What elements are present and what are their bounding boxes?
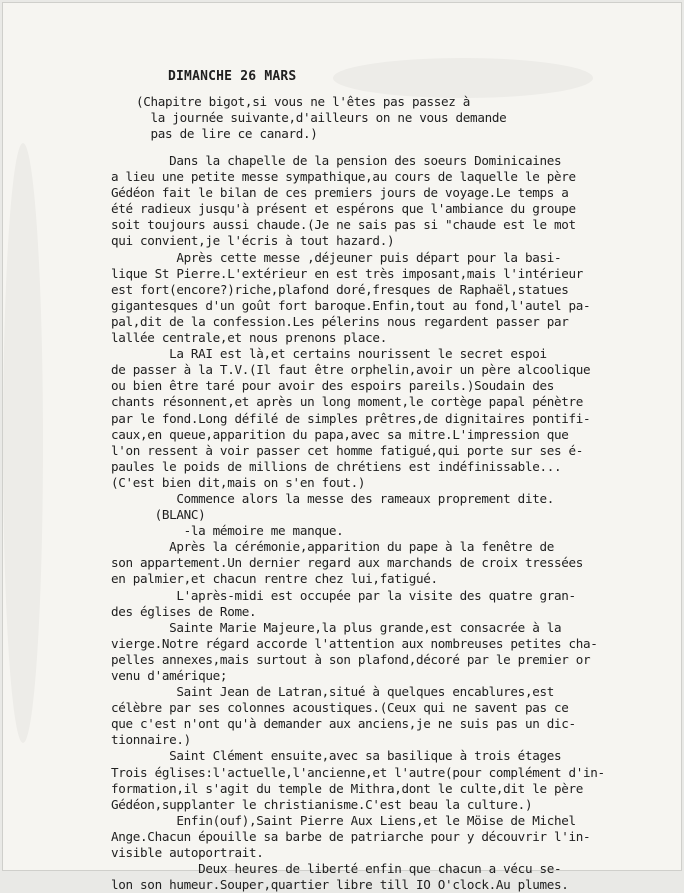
body-line: chants résonnent,et après un long moment,le cortège papal pénètre [111, 394, 584, 410]
body-line: (BLANC) [111, 507, 206, 523]
body-line: ou bien être taré pour avoir des espoirs pareils.)Soudain des [111, 378, 554, 394]
document-body [111, 153, 605, 893]
body-line: célèbre par ses colonnes acoustiques.(Ceux qui ne savent pas ce [111, 700, 569, 716]
body-line: Sainte Marie Majeure,la plus grande,est consacrée à la [111, 619, 562, 635]
body-line: pelles annexes,mais surtout à son plafond,décoré par le premier or [111, 651, 591, 667]
intro-line: pas de lire ce canard.) [136, 126, 318, 142]
body-line: vierge.Notre régard accorde l'attention aux nombreuses petites cha- [111, 635, 598, 651]
body-line: paules le poids de millions de chrétiens est indéfinissable... [111, 458, 562, 474]
body-line: pal,dit de la confession.Les pélerins nous regardent passer par [111, 313, 569, 329]
body-line: en palmier,et chacun rentre chez lui,fatigué. [111, 571, 438, 587]
document-page [2, 2, 682, 893]
body-line: Saint Clément ensuite,avec sa basilique à trois étages [111, 748, 562, 764]
body-line: (C'est bien dit,mais on s'en fout.) [111, 474, 366, 490]
body-line: L'après-midi est occupée par la visite des quatre gran- [111, 587, 576, 603]
body-line: visible autoportrait. [111, 845, 264, 861]
body-line: son appartement.Un dernier regard aux marchands de croix tressées [111, 555, 584, 571]
bleed-through-smudge [333, 58, 593, 98]
body-line: a lieu une petite messe sympathique,au cours de laquelle le père [111, 169, 576, 185]
body-line: formation,il s'agit du temple de Mithra,dont le culte,dit le père [111, 780, 584, 796]
intro-line: (Chapitre bigot,si vous ne l'êtes pas passez à [136, 94, 471, 109]
document-header: DIMANCHE 26 MARS [168, 69, 297, 84]
intro-paragraph [136, 94, 506, 142]
body-line: des églises de Rome. [111, 603, 257, 619]
body-line: La RAI est là,et certains nourissent le secret espoi [111, 346, 547, 362]
body-line: Enfin(ouf),Saint Pierre Aux Liens,et le Möise de Michel [111, 812, 576, 828]
body-line: Dans la chapelle de la pension des soeurs Dominicaines [111, 153, 562, 168]
intro-line: la journée suivante,d'ailleurs on ne vous demande [136, 110, 507, 126]
body-line: caux,en queue,apparition du papa,avec sa mitre.L'impression que [111, 426, 569, 442]
body-line: Deux heures de liberté enfin que chacun a vécu se- [111, 861, 562, 877]
body-line: -la mémoire me manque. [111, 523, 344, 539]
body-line: Gédéon,supplanter le christianisme.C'est beau la culture.) [111, 796, 533, 812]
body-line: Saint Jean de Latran,situé à quelques encablures,est [111, 684, 554, 700]
body-line: par le fond.Long défilé de simples prêtres,de dignitaires pontifi- [111, 410, 591, 426]
body-line: Commence alors la messe des rameaux proprement dite. [111, 490, 554, 506]
body-line: lique St Pierre.L'extérieur en est très imposant,mais l'intérieur [111, 265, 584, 281]
body-line: lallée centrale,et nous prenons place. [111, 330, 387, 346]
body-line: Après cette messe ,déjeuner puis départ pour la basi- [111, 249, 562, 265]
body-line: tionnaire.) [111, 732, 191, 748]
body-line: venu d'amérique; [111, 668, 228, 683]
body-line: Gédéon fait le bilan de ces premiers jours de voyage.Le temps a [111, 185, 569, 201]
body-line: l'on ressent à voir passer cet homme fatigué,qui porte sur ses é- [111, 442, 584, 458]
body-line: Ange.Chacun épouille sa barbe de patriarche pour y découvrir l'in- [111, 828, 591, 844]
body-line: été radieux jusqu'à présent et espérons que l'ambiance du groupe [111, 201, 576, 217]
body-line: Après la cérémonie,apparition du pape à la fenêtre de [111, 539, 554, 555]
body-line: lon son humeur.Souper,quartier libre till IO O'clock.Au plumes. [111, 877, 569, 893]
body-line: soit toujours aussi chaude.(Je ne sais pas si "chaude est le mot [111, 217, 576, 233]
body-line: que c'est n'ont qu'à demander aux anciens,je ne suis pas un dic- [111, 716, 576, 732]
body-line: Trois églises:l'actuelle,l'ancienne,et l'autre(pour complément d'in- [111, 764, 605, 780]
margin-shadow [3, 143, 43, 743]
body-line: qui convient,je l'écris à tout hazard.) [111, 233, 395, 249]
body-line: gigantesques d'un goût fort baroque.Enfin,tout au fond,l'autel pa- [111, 297, 591, 313]
body-line: est fort(encore?)riche,plafond doré,fresques de Raphaël,statues [111, 281, 569, 297]
body-line: de passer à la T.V.(Il faut être orphelin,avoir un père alcoolique [111, 362, 591, 378]
